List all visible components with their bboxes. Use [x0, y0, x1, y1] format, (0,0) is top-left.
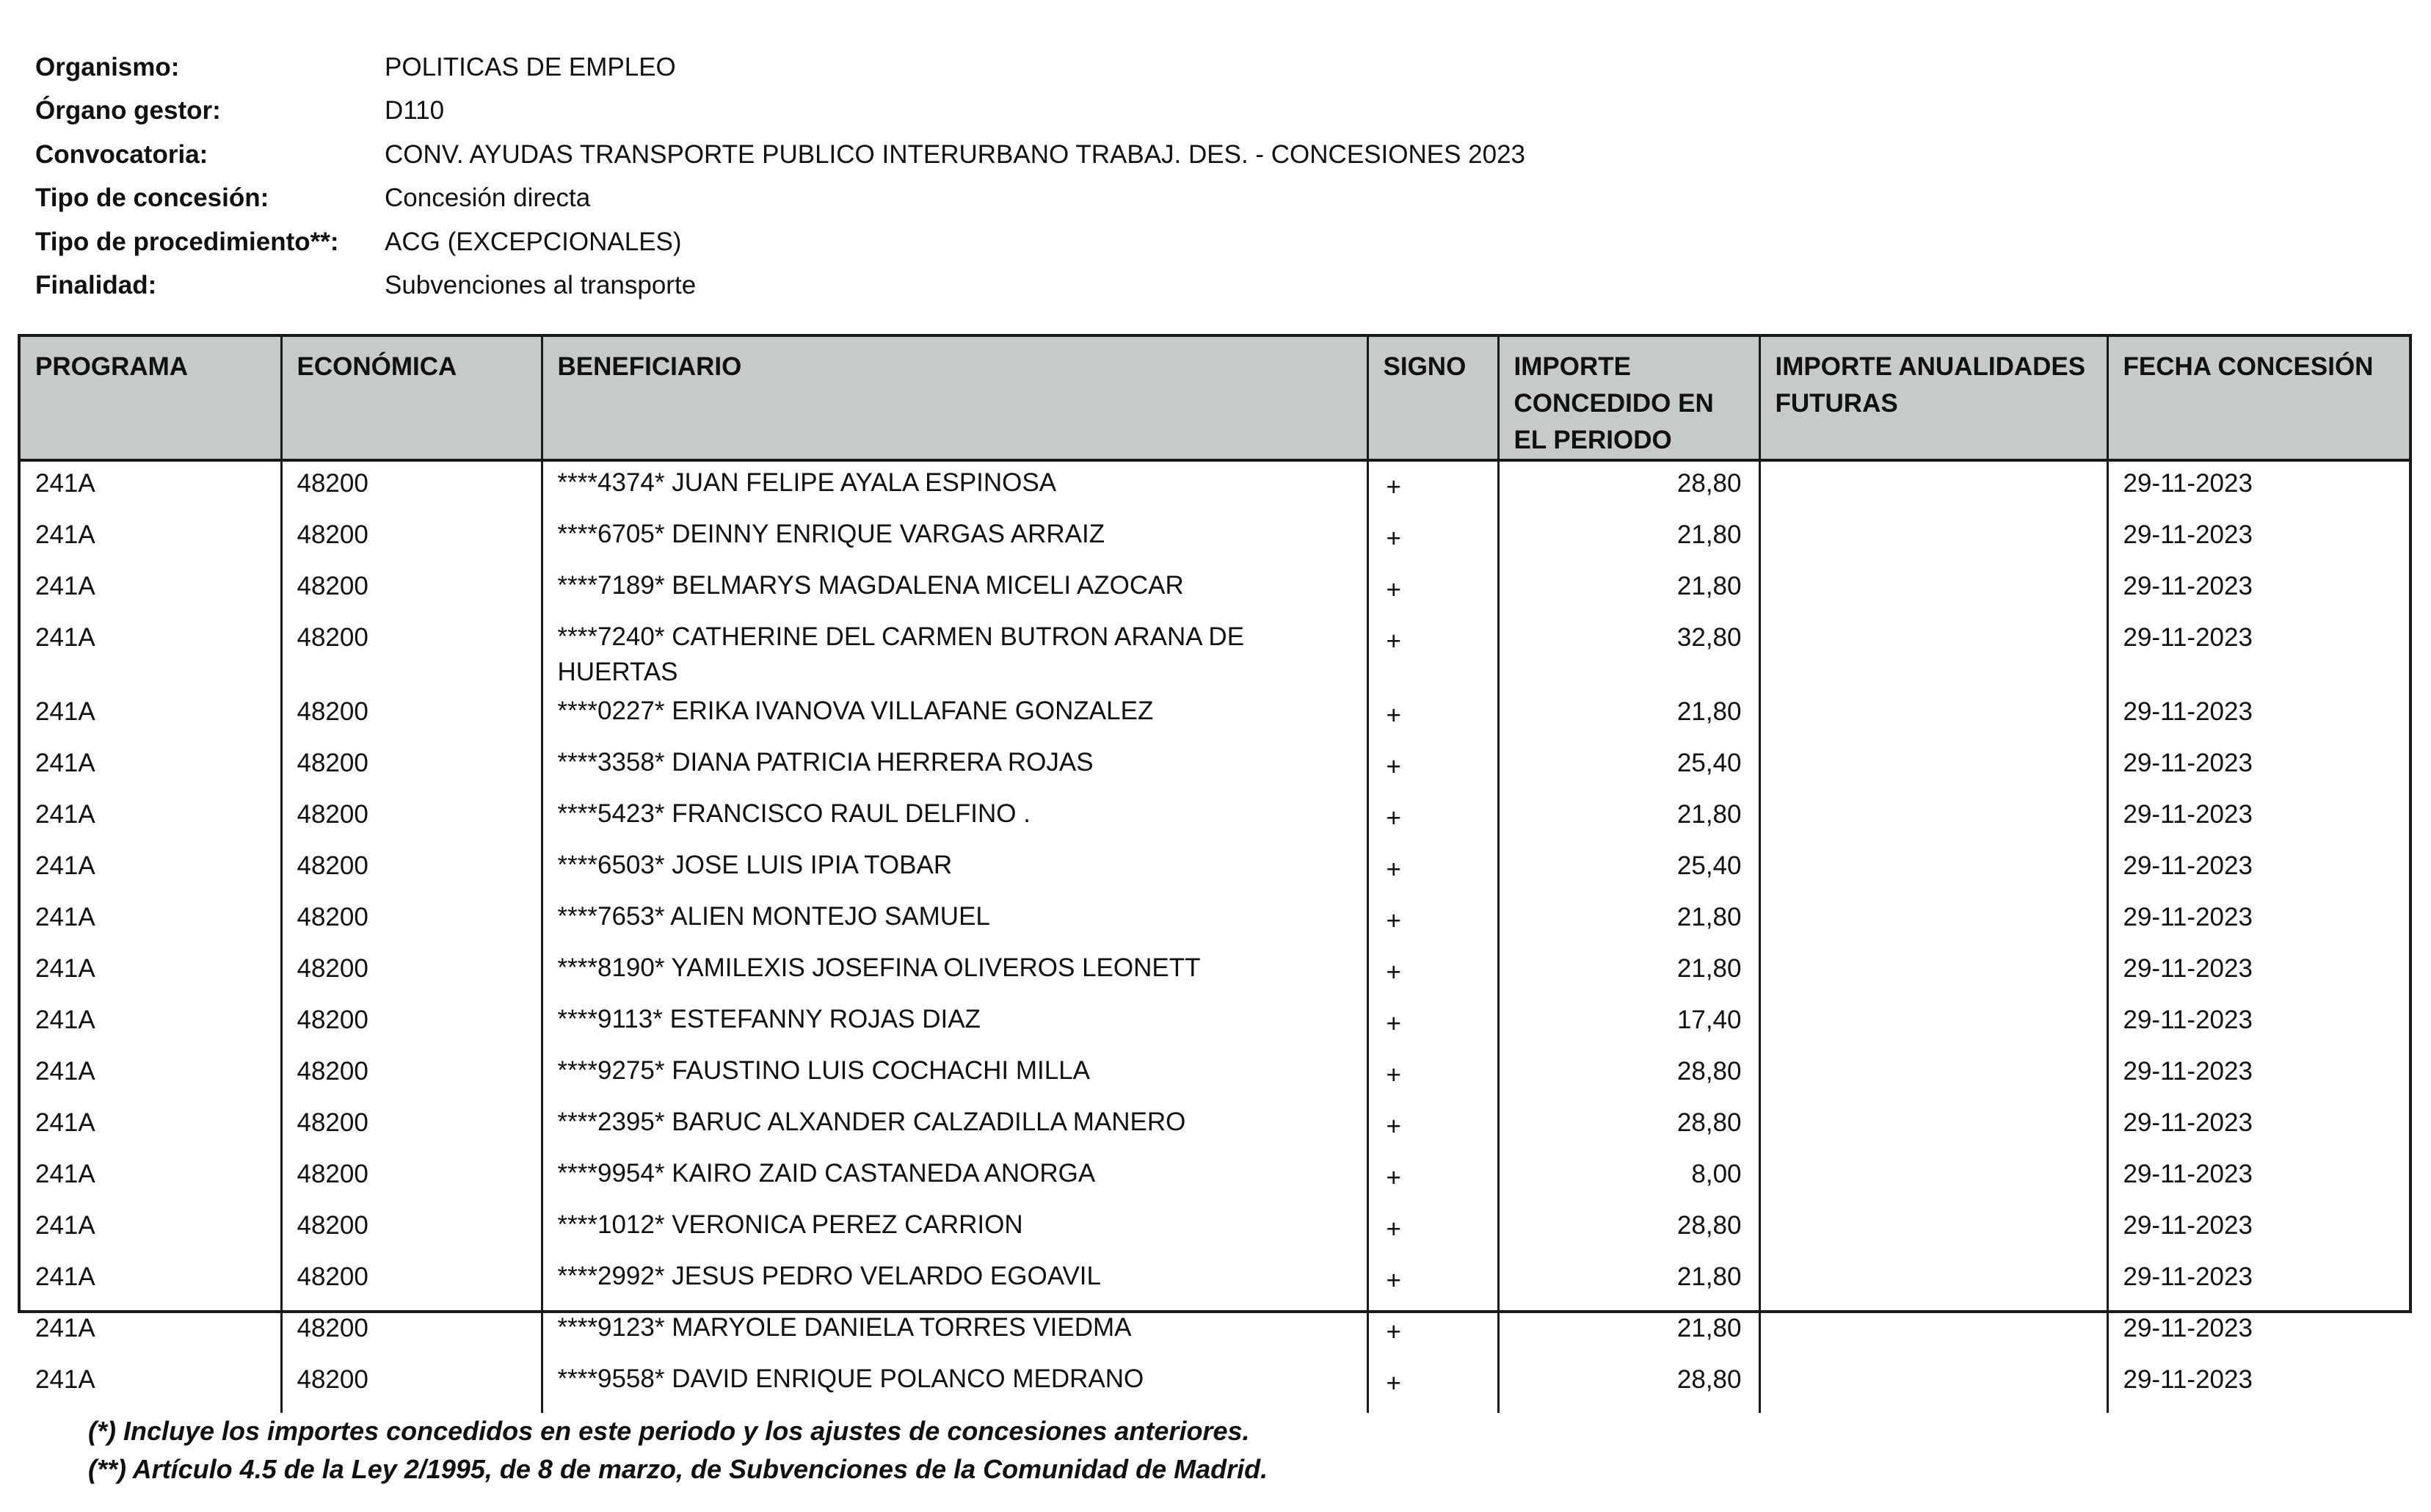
cell-beneficiario: ****0227* ERIKA IVANOVA VILLAFANE GONZALEZ: [542, 690, 1367, 741]
cell-signo: +: [1367, 460, 1498, 513]
cell-programa: 241A: [35, 1108, 95, 1137]
cell-importe-anualidades: [1759, 998, 2107, 1050]
cell-fecha-concesion: 29-11-2023: [2107, 690, 2409, 741]
cell-fecha-concesion: 29-11-2023: [2107, 1204, 2409, 1255]
cell-signo: +: [1367, 844, 1498, 895]
table-row: [21, 460, 2409, 513]
cell-importe-concedido: 28,80: [1498, 1204, 1759, 1255]
cell-programa: 241A: [35, 800, 95, 829]
cell-fecha-concesion: 29-11-2023: [2107, 1101, 2409, 1152]
field-label: Órgano gestor:: [35, 96, 221, 126]
field-organismo: [35, 46, 1944, 90]
table-row: [21, 741, 2409, 793]
cell-economica: 48200: [281, 1358, 542, 1409]
footnote-importes: (*) Incluye los importes concedidos en este periodo y los ajustes de concesiones anteriores.: [88, 1416, 1250, 1446]
cell-signo: +: [1367, 1306, 1498, 1358]
cell-importe-anualidades: [1759, 844, 2107, 895]
cell-signo: +: [1367, 513, 1498, 564]
cell-signo: +: [1367, 741, 1498, 793]
cell-programa: 241A: [35, 1057, 95, 1086]
document-header: [35, 46, 1944, 308]
cell-importe-anualidades: [1759, 947, 2107, 998]
field-value: CONV. AYUDAS TRANSPORTE PUBLICO INTERURBANO TRABAJ. DES. - CONCESIONES 2023: [385, 139, 1526, 169]
cell-importe-anualidades: [1759, 690, 2107, 741]
cell-economica: 48200: [281, 1204, 542, 1255]
cell-importe-concedido: 28,80: [1498, 1050, 1759, 1101]
cell-signo: +: [1367, 1204, 1498, 1255]
table-row: [21, 690, 2409, 741]
cell-importe-anualidades: [1759, 793, 2107, 844]
cell-importe-concedido: 32,80: [1498, 616, 1759, 690]
cell-programa: 241A: [35, 1262, 95, 1291]
grants-table: [21, 337, 2409, 1413]
table-row: [21, 1101, 2409, 1152]
table-row: [21, 1050, 2409, 1101]
cell-importe-anualidades: [1759, 1358, 2107, 1409]
cell-economica: 48200: [281, 1255, 542, 1306]
cell-signo: +: [1367, 1152, 1498, 1204]
col-header-importe-concedido: IMPORTE CONCEDIDO EN EL PERIODO: [1498, 337, 1759, 460]
col-header-beneficiario: BENEFICIARIO: [542, 337, 1367, 460]
field-tipo-concesion: [35, 177, 1944, 221]
cell-beneficiario: ****6503* JOSE LUIS IPIA TOBAR: [542, 844, 1367, 895]
field-label: Tipo de concesión:: [35, 183, 269, 213]
cell-fecha-concesion: 29-11-2023: [2107, 998, 2409, 1050]
cell-programa: 241A: [35, 1365, 95, 1394]
cell-signo: +: [1367, 895, 1498, 947]
field-value: Concesión directa: [385, 183, 591, 213]
cell-programa: 241A: [35, 1211, 95, 1240]
table-row: [21, 947, 2409, 998]
cell-importe-anualidades: [1759, 1204, 2107, 1255]
table-row: [21, 895, 2409, 947]
footnote-articulo: (**) Artículo 4.5 de la Ley 2/1995, de 8 de marzo, de Subvenciones de la Comunidad de Madrid.: [88, 1454, 1268, 1484]
cell-programa: 241A: [35, 1160, 95, 1188]
cell-fecha-concesion: 29-11-2023: [2107, 741, 2409, 793]
cell-fecha-concesion: 29-11-2023: [2107, 513, 2409, 564]
header-row: [21, 337, 2409, 460]
col-header-programa: PROGRAMA: [21, 337, 281, 460]
cell-beneficiario: ****9275* FAUSTINO LUIS COCHACHI MILLA: [542, 1050, 1367, 1101]
cell-signo: +: [1367, 564, 1498, 616]
field-label: Finalidad:: [35, 271, 157, 300]
cell-importe-concedido: 8,00: [1498, 1152, 1759, 1204]
cell-beneficiario: ****4374* JUAN FELIPE AYALA ESPINOSA: [542, 460, 1367, 513]
cell-importe-concedido: 17,40: [1498, 998, 1759, 1050]
table-body: [21, 460, 2409, 1413]
cell-importe-concedido: 28,80: [1498, 1358, 1759, 1409]
cell-importe-anualidades: [1759, 513, 2107, 564]
cell-importe-anualidades: [1759, 1255, 2107, 1306]
cell-fecha-concesion: 29-11-2023: [2107, 844, 2409, 895]
cell-economica: 48200: [281, 793, 542, 844]
cell-importe-concedido: 21,80: [1498, 513, 1759, 564]
cell-importe-concedido: 21,80: [1498, 895, 1759, 947]
col-header-economica: ECONÓMICA: [281, 337, 542, 460]
cell-programa: 241A: [35, 851, 95, 880]
cell-importe-anualidades: [1759, 895, 2107, 947]
field-convocatoria: [35, 133, 1944, 177]
cell-signo: +: [1367, 616, 1498, 690]
cell-signo: +: [1367, 1050, 1498, 1101]
field-tipo-procedimiento: [35, 220, 1944, 264]
cell-economica: 48200: [281, 844, 542, 895]
cell-fecha-concesion: 29-11-2023: [2107, 616, 2409, 690]
cell-importe-anualidades: [1759, 741, 2107, 793]
cell-signo: +: [1367, 1358, 1498, 1409]
cell-beneficiario: ****3358* DIANA PATRICIA HERRERA ROJAS: [542, 741, 1367, 793]
cell-importe-concedido: 25,40: [1498, 741, 1759, 793]
cell-importe-concedido: 28,80: [1498, 460, 1759, 513]
cell-importe-concedido: 28,80: [1498, 1101, 1759, 1152]
cell-programa: 241A: [35, 572, 95, 600]
cell-beneficiario: ****6705* DEINNY ENRIQUE VARGAS ARRAIZ: [542, 513, 1367, 564]
cell-beneficiario: ****7240* CATHERINE DEL CARMEN BUTRON ARANA DE HUERTAS: [542, 616, 1367, 690]
cell-signo: +: [1367, 1255, 1498, 1306]
table-row: [21, 844, 2409, 895]
table-row: [21, 1306, 2409, 1358]
cell-importe-concedido: 21,80: [1498, 564, 1759, 616]
cell-importe-concedido: 21,80: [1498, 690, 1759, 741]
field-label: Convocatoria:: [35, 139, 208, 169]
cell-signo: +: [1367, 793, 1498, 844]
cell-fecha-concesion: 29-11-2023: [2107, 1306, 2409, 1358]
field-value: POLITICAS DE EMPLEO: [385, 52, 676, 81]
table-row: [21, 513, 2409, 564]
cell-programa: 241A: [35, 469, 95, 498]
cell-programa: 241A: [35, 954, 95, 983]
cell-programa: 241A: [35, 520, 95, 549]
cell-signo: +: [1367, 947, 1498, 998]
table-row: [21, 1204, 2409, 1255]
cell-fecha-concesion: 29-11-2023: [2107, 1152, 2409, 1204]
cell-importe-anualidades: [1759, 564, 2107, 616]
cell-importe-anualidades: [1759, 1101, 2107, 1152]
cell-programa: 241A: [35, 623, 95, 652]
field-value: Subvenciones al transporte: [385, 271, 697, 300]
cell-beneficiario: ****2992* JESUS PEDRO VELARDO EGOAVIL: [542, 1255, 1367, 1306]
cell-importe-concedido: 25,40: [1498, 844, 1759, 895]
field-label: Tipo de procedimiento**:: [35, 227, 339, 256]
cell-signo: +: [1367, 690, 1498, 741]
cell-programa: 241A: [35, 1006, 95, 1034]
table-row: [21, 1152, 2409, 1204]
cell-beneficiario: ****2395* BARUC ALXANDER CALZADILLA MANERO: [542, 1101, 1367, 1152]
table-row: [21, 1358, 2409, 1409]
cell-importe-concedido: 21,80: [1498, 1306, 1759, 1358]
cell-economica: 48200: [281, 616, 542, 690]
cell-economica: 48200: [281, 998, 542, 1050]
cell-beneficiario: ****9558* DAVID ENRIQUE POLANCO MEDRANO: [542, 1358, 1367, 1409]
cell-economica: 48200: [281, 895, 542, 947]
cell-importe-anualidades: [1759, 616, 2107, 690]
cell-programa: 241A: [35, 749, 95, 777]
cell-beneficiario: ****1012* VERONICA PEREZ CARRION: [542, 1204, 1367, 1255]
cell-fecha-concesion: 29-11-2023: [2107, 460, 2409, 513]
cell-economica: 48200: [281, 513, 542, 564]
cell-economica: 48200: [281, 1152, 542, 1204]
cell-signo: +: [1367, 1101, 1498, 1152]
cell-fecha-concesion: 29-11-2023: [2107, 1255, 2409, 1306]
cell-beneficiario: ****8190* YAMILEXIS JOSEFINA OLIVEROS LEONETT: [542, 947, 1367, 998]
cell-beneficiario: ****7653* ALIEN MONTEJO SAMUEL: [542, 895, 1367, 947]
cell-fecha-concesion: 29-11-2023: [2107, 1050, 2409, 1101]
cell-economica: 48200: [281, 460, 542, 513]
table-header: [21, 337, 2409, 460]
table-row: [21, 998, 2409, 1050]
cell-fecha-concesion: 29-11-2023: [2107, 793, 2409, 844]
cell-economica: 48200: [281, 564, 542, 616]
cell-economica: 48200: [281, 1306, 542, 1358]
cell-importe-anualidades: [1759, 1152, 2107, 1204]
col-header-signo: SIGNO: [1367, 337, 1498, 460]
footnotes: [88, 1412, 1268, 1489]
field-value: ACG (EXCEPCIONALES): [385, 227, 682, 256]
field-organo-gestor: [35, 90, 1944, 134]
cell-economica: 48200: [281, 741, 542, 793]
col-header-fecha-concesion: FECHA CONCESIÓN: [2107, 337, 2409, 460]
cell-programa: 241A: [35, 697, 95, 726]
table-row: [21, 616, 2409, 690]
cell-importe-concedido: 21,80: [1498, 947, 1759, 998]
table-row: [21, 793, 2409, 844]
cell-beneficiario: ****7189* BELMARYS MAGDALENA MICELI AZOCAR: [542, 564, 1367, 616]
cell-importe-anualidades: [1759, 1306, 2107, 1358]
cell-economica: 48200: [281, 1101, 542, 1152]
cell-fecha-concesion: 29-11-2023: [2107, 895, 2409, 947]
cell-fecha-concesion: 29-11-2023: [2107, 1358, 2409, 1409]
cell-economica: 48200: [281, 690, 542, 741]
cell-importe-anualidades: [1759, 1050, 2107, 1101]
cell-beneficiario: ****9113* ESTEFANNY ROJAS DIAZ: [542, 998, 1367, 1050]
cell-signo: +: [1367, 998, 1498, 1050]
cell-importe-concedido: 21,80: [1498, 793, 1759, 844]
field-value: D110: [385, 96, 445, 126]
cell-importe-anualidades: [1759, 460, 2107, 513]
cell-beneficiario: ****9954* KAIRO ZAID CASTANEDA ANORGA: [542, 1152, 1367, 1204]
cell-importe-concedido: 21,80: [1498, 1255, 1759, 1306]
col-header-importe-anualidades: IMPORTE ANUALIDADES FUTURAS: [1759, 337, 2107, 460]
table-row: [21, 564, 2409, 616]
table-row: [21, 1255, 2409, 1306]
cell-beneficiario: ****5423* FRANCISCO RAUL DELFINO .: [542, 793, 1367, 844]
field-label: Organismo:: [35, 52, 180, 81]
cell-programa: 241A: [35, 903, 95, 931]
cell-economica: 48200: [281, 1050, 542, 1101]
cell-beneficiario: ****9123* MARYOLE DANIELA TORRES VIEDMA: [542, 1306, 1367, 1358]
cell-programa: 241A: [35, 1314, 95, 1342]
field-finalidad: [35, 264, 1944, 308]
cell-fecha-concesion: 29-11-2023: [2107, 947, 2409, 998]
grants-table-container: [18, 334, 2412, 1397]
cell-fecha-concesion: 29-11-2023: [2107, 564, 2409, 616]
cell-economica: 48200: [281, 947, 542, 998]
